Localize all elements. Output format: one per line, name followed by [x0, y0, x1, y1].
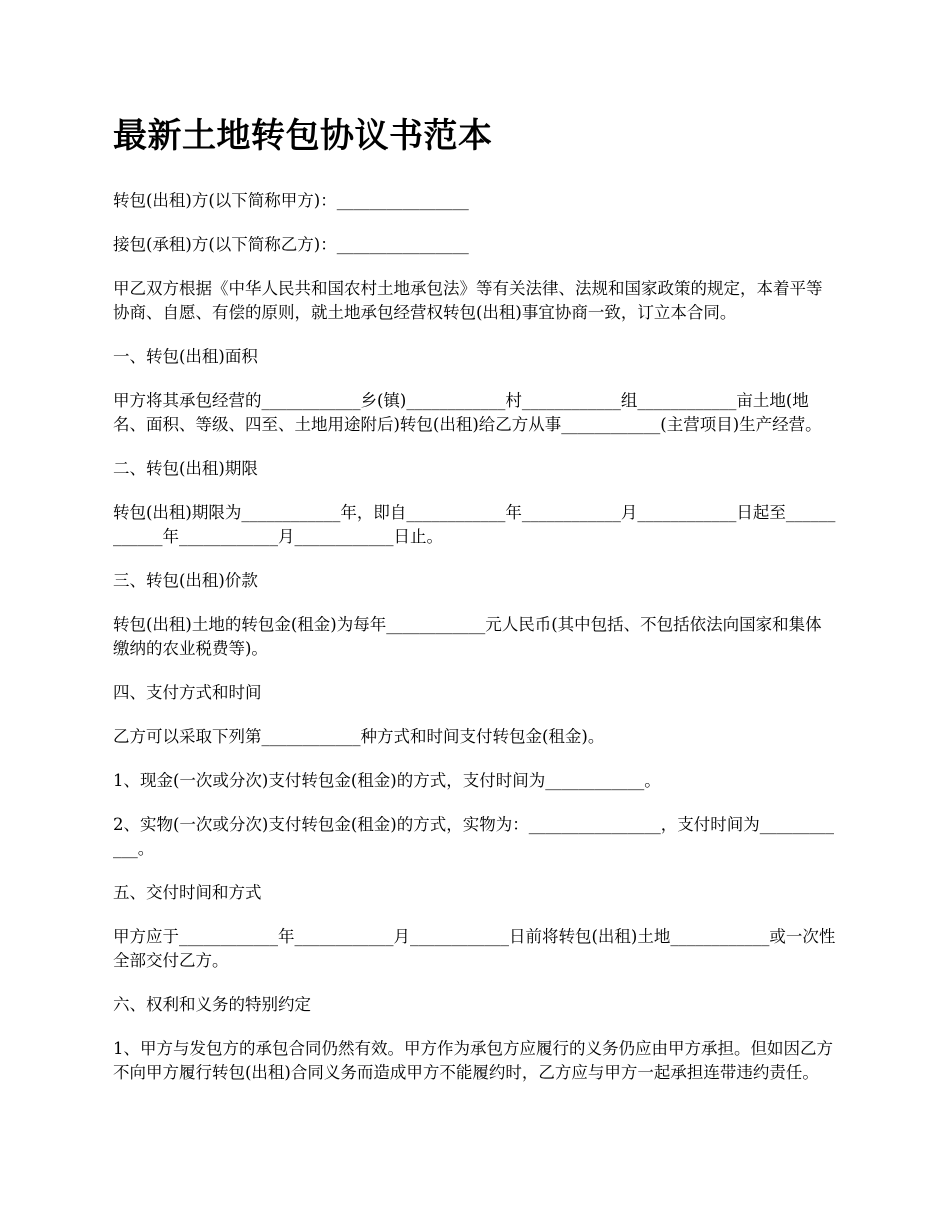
section-paragraph-delivery: 甲方应于____________年____________月____________日前将转包(出租)土地____________或一次性全部交付乙方。 — [113, 927, 836, 970]
intro-paragraph: 甲乙双方根据《中华人民共和国农村土地承包法》等有关法律、法规和国家政策的规定，本着平等协商、自愿、有偿的原则，就土地承包经营权转包(出租)事宜协商一致，订立本合同。 — [113, 279, 823, 322]
section-heading-rights: 六、权利和义务的特别约定 — [113, 995, 311, 1014]
section-heading-payment: 四、支付方式和时间 — [113, 683, 262, 702]
section-heading-term: 二、转包(出租)期限 — [113, 459, 258, 478]
section-paragraph-term: 转包(出租)期限为____________年，即自____________年____________月____________日起至____________年____________月____________日止。 — [113, 503, 836, 546]
party-b-line: 接包(承租)方(以下简称乙方)：________________ — [113, 235, 469, 254]
section-paragraph-area: 甲方将其承包经营的____________乡(镇)____________村____________组____________亩土地(地名、面积、等级、四至、土地用途附后)转包(出租)给乙方从事____________(主营项目)生产经营。 — [113, 391, 822, 434]
section-paragraph-payment-cash: 1、现金(一次或分次)支付转包金(租金)的方式，支付时间为____________。 — [113, 771, 661, 790]
section-paragraph-price: 转包(出租)土地的转包金(租金)为每年____________元人民币(其中包括、不包括依法向国家和集体缴纳的农业税费等)。 — [113, 615, 822, 658]
section-heading-area: 一、转包(出租)面积 — [113, 347, 258, 366]
section-paragraph-rights: 1、甲方与发包方的承包合同仍然有效。甲方作为承包方应履行的义务仍应由甲方承担。但如因乙方不向甲方履行转包(出租)合同义务而造成甲方不能履约时，乙方应与甲方一起承担连带违约责任。 — [113, 1039, 833, 1082]
party-a-line: 转包(出租)方(以下简称甲方)：________________ — [113, 191, 469, 210]
section-paragraph-payment-goods: 2、实物(一次或分次)支付转包金(租金)的方式，实物为：________________，支付时间为____________。 — [113, 815, 834, 858]
section-heading-price: 三、转包(出租)价款 — [113, 571, 258, 590]
document-page — [113, 112, 837, 1105]
section-heading-delivery: 五、交付时间和方式 — [113, 883, 262, 902]
section-paragraph-payment-choice: 乙方可以采取下列第____________种方式和时间支付转包金(租金)。 — [113, 727, 605, 746]
document-title: 最新土地转包协议书范本 — [113, 116, 493, 156]
